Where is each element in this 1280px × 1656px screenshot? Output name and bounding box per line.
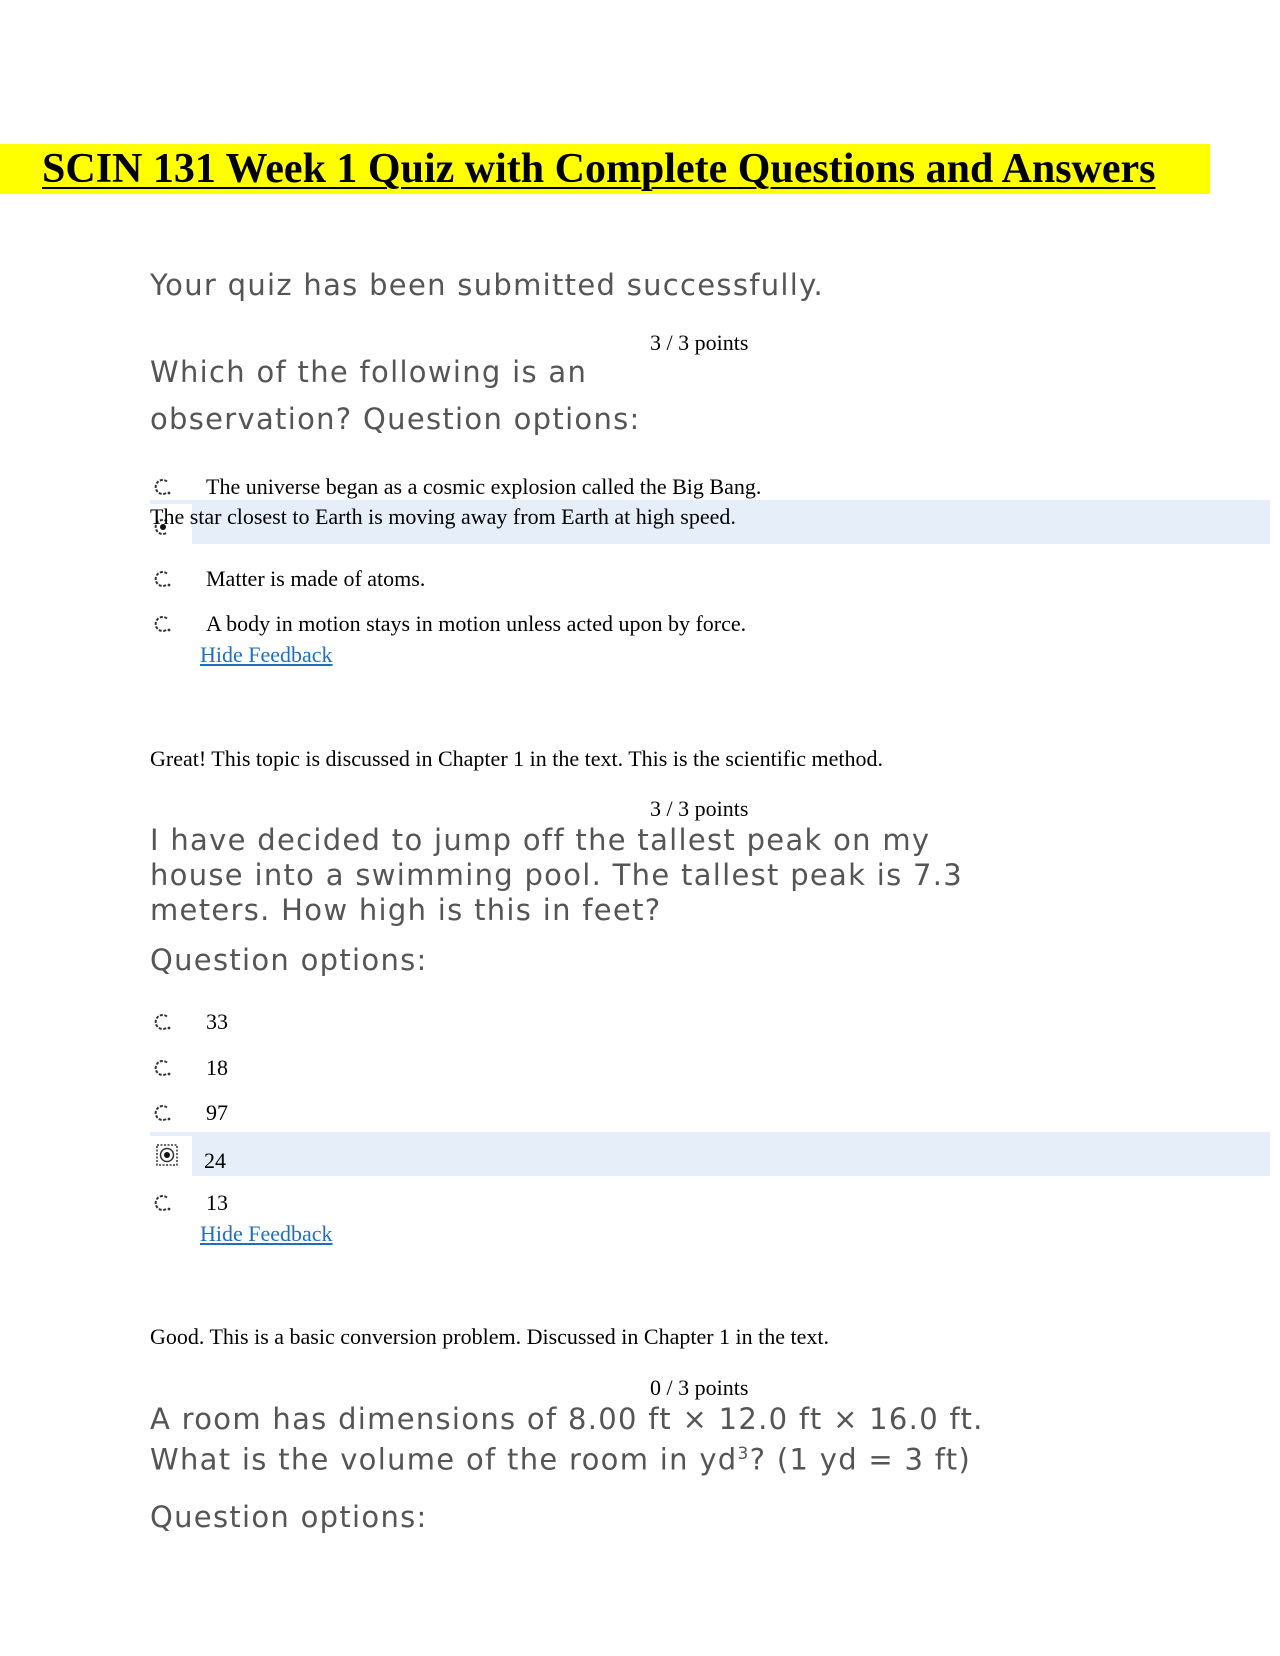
q3-points: 0 / 3 points <box>650 1375 749 1400</box>
q2-option-4-selected[interactable] <box>150 1132 1270 1176</box>
radio-selected-icon[interactable] <box>156 1144 178 1166</box>
q1-points: 3 / 3 points <box>650 330 749 355</box>
radio-icon[interactable] <box>154 570 172 588</box>
q1-feedback: Great! This topic is discussed in Chapter 1 in the text. This is the scientific method. <box>150 746 884 771</box>
q2-option-5[interactable] <box>150 1188 1270 1218</box>
q3-text-line2: What is the volume of the room in $yd^3$? (1 yd = 3 ft) <box>150 1442 972 1477</box>
q2-option-4-label: 24 <box>204 1148 226 1173</box>
page-title: SCIN 131 Week 1 Quiz with Complete Questions and Answers <box>42 146 1156 192</box>
q2-text-line2: house into a swimming pool. The tallest peak is 7.3 <box>150 858 964 892</box>
q2-hide-feedback-link[interactable]: Hide Feedback <box>200 1221 333 1246</box>
q2-points: 3 / 3 points <box>650 796 749 821</box>
q1-text-line2: observation? Question options: <box>150 402 641 436</box>
q1-option-2-label: The star closest to Earth is moving away from Earth at high speed. <box>150 504 736 529</box>
submission-message: Your quiz has been submitted successfully. <box>150 268 824 302</box>
q2-option-2-label: 18 <box>206 1055 228 1080</box>
q1-hide-feedback-link[interactable]: Hide Feedback <box>200 642 333 667</box>
radio-icon[interactable] <box>154 478 172 496</box>
q1-text-line1: Which of the following is an <box>150 355 588 389</box>
q2-text-line1: I have decided to jump off the tallest peak on my <box>150 823 931 857</box>
radio-icon[interactable] <box>154 1059 172 1077</box>
radio-icon[interactable] <box>154 1104 172 1122</box>
q2-feedback: Good. This is a basic conversion problem. Discussed in Chapter 1 in the text. <box>150 1324 830 1349</box>
q2-option-1-label: 33 <box>206 1009 228 1034</box>
q2-options-label: Question options: <box>150 943 428 977</box>
q1-option-4-label: A body in motion stays in motion unless acted upon by force. <box>206 611 747 636</box>
q1-option-1-label: The universe began as a cosmic explosion called the Big Bang. <box>206 474 762 499</box>
q2-option-3[interactable] <box>150 1098 1270 1128</box>
q1-option-3[interactable] <box>150 564 1270 594</box>
q2-text-line3: meters. How high is this in feet? <box>150 893 662 927</box>
radio-icon[interactable] <box>154 615 172 633</box>
q2-option-3-label: 97 <box>206 1100 228 1125</box>
q1-option-3-label: Matter is made of atoms. <box>206 566 426 591</box>
q2-option-1[interactable] <box>150 1007 1270 1037</box>
radio-icon[interactable] <box>154 1194 172 1212</box>
q2-option-2[interactable] <box>150 1053 1270 1083</box>
q1-option-1[interactable] <box>150 472 1270 502</box>
q1-option-4[interactable] <box>150 609 1270 639</box>
q3-options-label: Question options: <box>150 1500 428 1534</box>
q2-option-5-label: 13 <box>206 1190 228 1215</box>
q3-text-line1: A room has dimensions of 8.00 ft × 12.0 ft × 16.0 ft. <box>150 1402 984 1436</box>
radio-icon[interactable] <box>154 1013 172 1031</box>
